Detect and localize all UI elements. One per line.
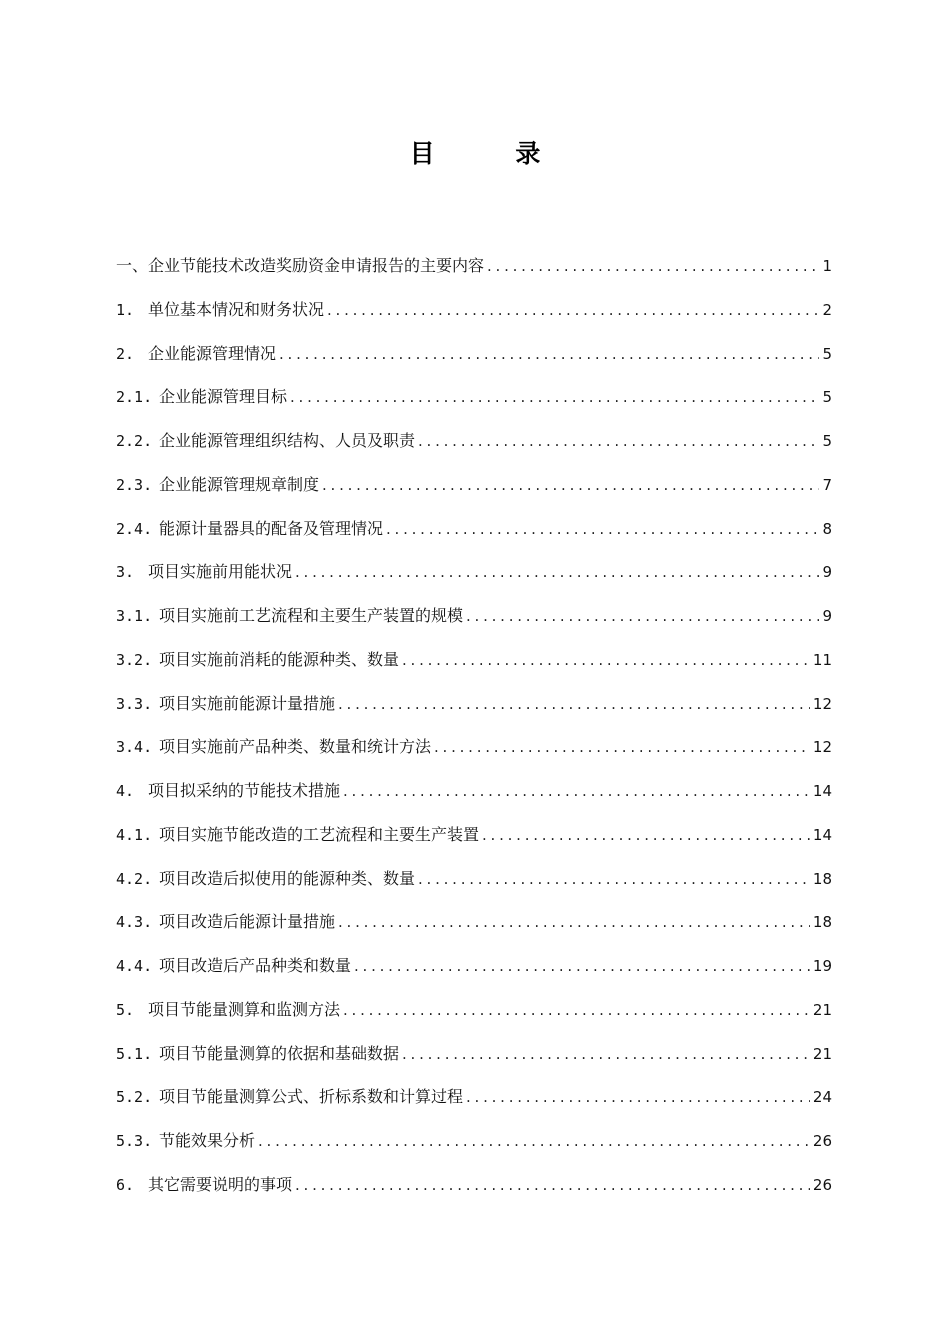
toc-entry-leader-dots	[482, 817, 810, 853]
toc-entry-page-number: 21	[812, 1044, 832, 1063]
toc-entry[interactable]	[116, 598, 832, 642]
toc-entry-leader-dots	[295, 554, 819, 590]
toc-entry[interactable]	[116, 248, 832, 292]
toc-entry-number: 2.	[116, 344, 135, 363]
toc-entry-page-number: 5	[822, 432, 832, 450]
toc-entry[interactable]	[116, 904, 832, 948]
toc-entry-text: 企业能源管理情况	[148, 343, 277, 363]
toc-entry-text: 项目拟采纳的节能技术措施	[148, 781, 341, 800]
toc-entry-number: 4.3.	[116, 913, 153, 932]
toc-entry-leader-dots	[402, 642, 810, 678]
toc-entry-page-number: 2	[822, 300, 832, 319]
toc-entry-text: 项目节能量测算公式、折标系数和计算过程	[159, 1087, 464, 1107]
toc-entry-text: 项目改造后产品种类和数量	[159, 956, 352, 975]
toc-entry-number: 5.	[116, 1000, 135, 1019]
toc-entry-number: 3.2.	[116, 650, 153, 669]
toc-entry[interactable]	[116, 773, 832, 817]
toc-entry-leader-dots	[343, 773, 810, 809]
toc-entry-page-number: 14	[812, 782, 832, 800]
toc-entry-leader-dots	[418, 423, 819, 459]
toc-entry-page-number: 18	[812, 913, 832, 932]
toc-entry-leader-dots	[466, 598, 819, 634]
toc-entry-text: 项目实施前能源计量措施	[159, 693, 336, 713]
toc-entry-page-number: 12	[812, 738, 832, 757]
toc-entry-text: 项目节能量测算和监测方法	[148, 999, 341, 1019]
toc-entry-number: 2.2.	[116, 432, 153, 450]
toc-entry-text: 项目实施前产品种类、数量和统计方法	[159, 737, 432, 757]
toc-entry-leader-dots	[338, 904, 810, 940]
toc-entry-number: 6.	[116, 1175, 135, 1194]
toc-entry-page-number: 9	[822, 563, 832, 582]
toc-entry-leader-dots	[258, 1123, 810, 1159]
toc-entry-number: 3.3.	[116, 694, 153, 713]
toc-entry-page-number: 14	[812, 825, 832, 844]
toc-entry-text: 节能效果分析	[159, 1131, 256, 1150]
toc-entry-number: 2.1.	[116, 388, 153, 407]
toc-entry-number: 4.4.	[116, 957, 153, 975]
toc-entry[interactable]	[116, 379, 832, 423]
toc-entry-page-number: 11	[812, 650, 832, 669]
toc-entry[interactable]	[116, 423, 832, 467]
toc-entry-text: 项目改造后拟使用的能源种类、数量	[159, 868, 416, 888]
toc-entry-number: 5.2.	[116, 1088, 153, 1107]
toc-entry[interactable]	[116, 992, 832, 1036]
toc-entry-text: 项目节能量测算的依据和基础数据	[159, 1043, 400, 1063]
toc-entry-number: 4.1.	[116, 825, 153, 844]
toc-list	[116, 248, 832, 1211]
toc-entry-text: 项目实施前消耗的能源种类、数量	[159, 649, 400, 669]
toc-entry-number: 2.4.	[116, 519, 153, 538]
toc-entry-page-number: 24	[812, 1088, 832, 1107]
toc-entry-number: 4.2.	[116, 869, 153, 888]
toc-entry[interactable]	[116, 1079, 832, 1123]
toc-entry-page-number: 21	[812, 1000, 832, 1019]
toc-entry-leader-dots	[338, 686, 810, 722]
toc-entry-number: 1.	[116, 300, 135, 319]
toc-entry-number: 3.	[116, 563, 135, 582]
toc-entry[interactable]	[116, 292, 832, 336]
toc-entry-text: 企业能源管理规章制度	[159, 474, 320, 494]
toc-entry[interactable]	[116, 1123, 832, 1167]
toc-entry[interactable]	[116, 511, 832, 555]
toc-entry-leader-dots	[343, 992, 810, 1028]
toc-entry-number: 5.3.	[116, 1132, 153, 1150]
toc-entry-leader-dots	[386, 511, 819, 547]
toc-entry-leader-dots	[322, 467, 819, 503]
toc-entry-page-number: 5	[822, 344, 832, 363]
toc-entry-page-number: 9	[822, 607, 832, 625]
toc-entry[interactable]	[116, 467, 832, 511]
toc-entry-leader-dots	[279, 336, 819, 372]
toc-entry-number: 4.	[116, 782, 135, 800]
toc-entry-text: 单位基本情况和财务状况	[148, 299, 325, 319]
toc-title: 目 录	[409, 139, 577, 168]
toc-entry-leader-dots	[402, 1036, 810, 1072]
toc-entry[interactable]	[116, 642, 832, 686]
toc-entry[interactable]	[116, 729, 832, 773]
toc-entry-text: 项目实施前用能状况	[148, 562, 293, 582]
toc-entry-page-number: 8	[822, 519, 832, 538]
toc-entry-text: 其它需要说明的事项	[148, 1174, 293, 1194]
toc-entry[interactable]	[116, 554, 832, 598]
toc-entry-text: 企业能源管理组织结构、人员及职责	[159, 431, 416, 450]
toc-entry-page-number: 18	[812, 869, 832, 888]
toc-entry-page-number: 19	[812, 957, 832, 975]
toc-entry[interactable]	[116, 336, 832, 380]
toc-entry-page-number: 26	[812, 1132, 832, 1150]
toc-entry-leader-dots	[418, 861, 810, 897]
toc-entry-leader-dots	[327, 292, 819, 328]
toc-entry[interactable]	[116, 948, 832, 992]
toc-entry[interactable]	[116, 1036, 832, 1080]
toc-entry-text: 一、企业节能技术改造奖励资金申请报告的主要内容	[116, 256, 485, 275]
toc-entry-page-number: 5	[822, 388, 832, 407]
toc-entry-leader-dots	[290, 379, 819, 415]
toc-entry-text: 项目改造后能源计量措施	[159, 912, 336, 932]
toc-entry-leader-dots	[434, 729, 810, 765]
toc-entry-text: 企业能源管理目标	[159, 387, 288, 407]
toc-entry[interactable]	[116, 686, 832, 730]
toc-entry-text: 能源计量器具的配备及管理情况	[159, 518, 384, 538]
toc-entry-number: 3.1.	[116, 607, 153, 625]
toc-entry-leader-dots	[487, 248, 819, 284]
toc-entry-page-number: 7	[822, 475, 832, 494]
toc-entry-number: 5.1.	[116, 1044, 153, 1063]
toc-entry-number: 3.4.	[116, 738, 153, 757]
toc-entry-text: 项目实施前工艺流程和主要生产装置的规模	[159, 606, 464, 625]
toc-entry-leader-dots	[466, 1079, 810, 1115]
toc-entry-number: 2.3.	[116, 475, 153, 494]
toc-entry-text: 项目实施节能改造的工艺流程和主要生产装置	[159, 824, 480, 844]
toc-entry-page-number: 26	[812, 1175, 832, 1194]
toc-entry-page-number: 12	[812, 694, 832, 713]
toc-entry-leader-dots	[295, 1167, 810, 1203]
toc-entry-page-number: 1	[822, 257, 832, 275]
toc-entry[interactable]	[116, 1167, 832, 1211]
toc-entry[interactable]	[116, 861, 832, 905]
toc-entry[interactable]	[116, 817, 832, 861]
toc-entry-leader-dots	[354, 948, 810, 984]
